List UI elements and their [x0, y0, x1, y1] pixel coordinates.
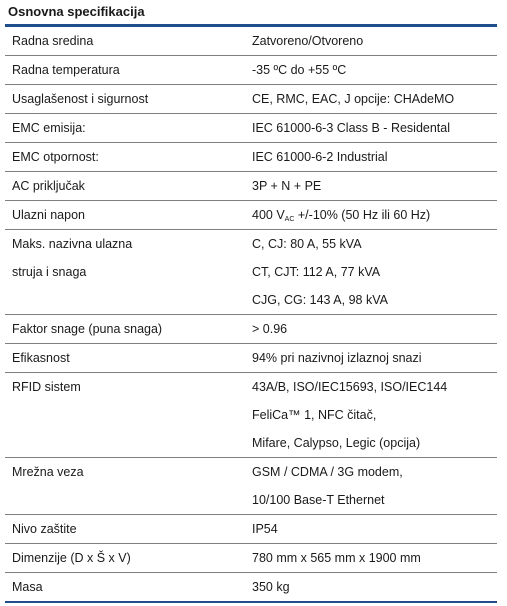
spec-value: CE, RMC, EAC, J opcije: CHAdeMO — [252, 92, 455, 106]
spec-key: EMC emisija: — [12, 121, 86, 135]
spec-value: C, CJ: 80 A, 55 kVA — [252, 237, 362, 251]
spec-value: 10/100 Base-T Ethernet — [252, 493, 385, 507]
spec-key: Efikasnost — [12, 351, 70, 365]
spec-value: IEC 61000-6-3 Class B - Residental — [252, 121, 451, 135]
spec-key: RFID sistem — [12, 380, 81, 394]
spec-key: Faktor snage (puna snaga) — [12, 322, 163, 336]
spec-key: Mrežna veza — [12, 465, 84, 479]
spec-table — [5, 27, 497, 603]
table-row — [5, 544, 497, 573]
spec-key: Radna temperatura — [12, 63, 120, 77]
spec-value: > 0.96 — [252, 322, 288, 336]
table-row — [5, 344, 497, 373]
spec-value: 400 $V_{AC} +/-10\%$ (50 Hz ili 60 Hz) — [252, 208, 431, 223]
spec-value: 780 mm x 565 mm x 1900 mm — [252, 551, 421, 565]
spec-value: 350 kg — [252, 580, 290, 594]
spec-value: IP54 — [252, 522, 278, 536]
table-row — [5, 172, 497, 201]
spec-key: Dimenzije (D x Š x V) — [12, 551, 131, 565]
spec-key: Ulazni napon — [12, 208, 85, 222]
spec-value: Zatvoreno/Otvoreno — [252, 34, 364, 48]
spec-value: FeliCa™ 1, NFC čitač, — [252, 408, 377, 422]
spec-key: EMC otpornost: — [12, 150, 99, 164]
spec-value: 3P + N + PE — [252, 179, 322, 193]
table-row — [5, 315, 497, 344]
spec-key: Maks. nazivna ulazna — [12, 237, 133, 251]
section-title: Osnovna specifikacija — [8, 4, 145, 19]
table-row — [5, 201, 497, 230]
table-row — [5, 373, 497, 458]
table-row — [5, 573, 497, 603]
spec-key: AC priključak — [12, 179, 85, 193]
spec-value: IEC 61000-6-2 Industrial — [252, 150, 388, 164]
spec-value: -35 ºC do +55 ºC — [252, 63, 347, 77]
spec-value: CJG, CG: 143 A, 98 kVA — [252, 293, 388, 307]
spec-value: GSM / CDMA / 3G modem, — [252, 465, 403, 479]
spec-value: 43A/B, ISO/IEC15693, ISO/IEC144 — [252, 380, 448, 394]
spec-key: struja i snaga — [12, 265, 87, 279]
table-row — [5, 458, 497, 515]
table-row — [5, 230, 497, 315]
table-row — [5, 114, 497, 143]
spec-key: Radna sredina — [12, 34, 94, 48]
spec-value: CT, CJT: 112 A, 77 kVA — [252, 265, 381, 279]
spec-key: Usaglašenost i sigurnost — [12, 92, 149, 106]
spec-value: Mifare, Calypso, Legic (opcija) — [252, 436, 421, 450]
spec-key: Nivo zaštite — [12, 522, 77, 536]
table-row — [5, 515, 497, 544]
spec-key: Masa — [12, 580, 43, 594]
table-row — [5, 85, 497, 114]
unit-subscript: AC — [284, 216, 295, 223]
table-row — [5, 27, 497, 56]
table-row — [5, 143, 497, 172]
table-row — [5, 56, 497, 85]
spec-value: 94% pri nazivnoj izlaznoj snazi — [252, 351, 422, 365]
